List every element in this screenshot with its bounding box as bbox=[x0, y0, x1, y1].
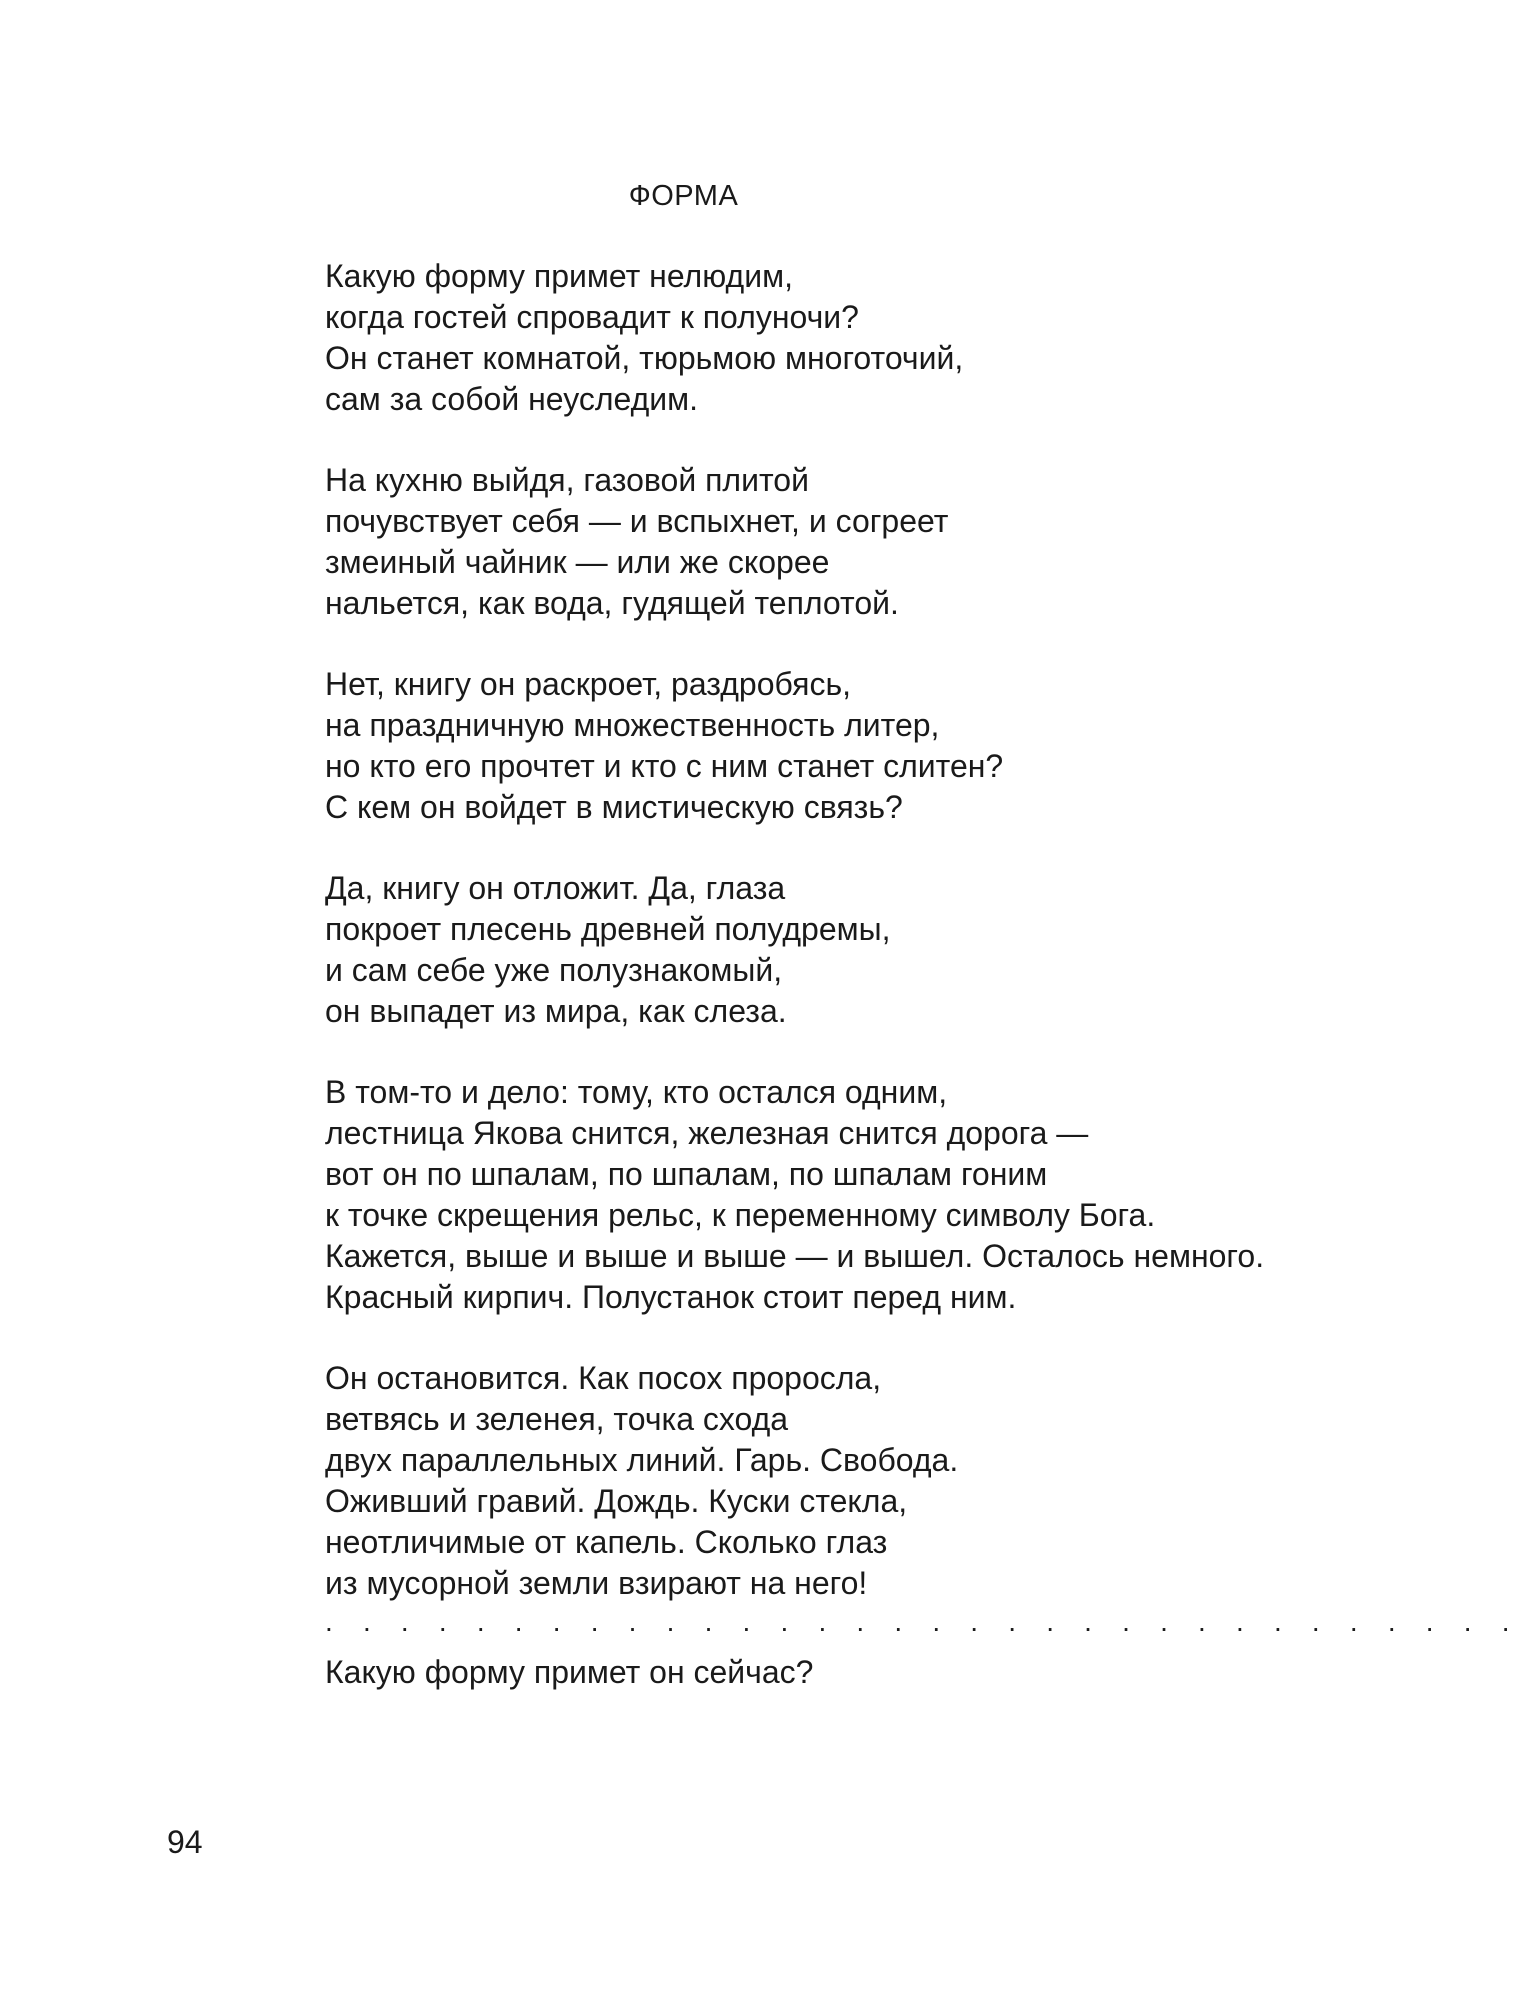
poem-line: лестница Якова снится, железная снится дорога — bbox=[325, 1115, 1089, 1151]
poem-line: неотличимые от капель. Сколько глаз bbox=[325, 1524, 888, 1560]
stanza-1 bbox=[325, 256, 1305, 420]
poem-line: Он станет комнатой, тюрьмою многоточий, bbox=[325, 340, 964, 376]
poem-line: На кухню выйдя, газовой плитой bbox=[325, 462, 809, 498]
poem-title: ФОРМА bbox=[628, 180, 739, 212]
poem-line: вот он по шпалам, по шпалам, по шпалам гоним bbox=[325, 1156, 1048, 1192]
stanza-5 bbox=[325, 1072, 1305, 1318]
poem-line: и сам себе уже полузнакомый, bbox=[325, 952, 783, 988]
poem-line: на праздничную множественность литер, bbox=[325, 707, 940, 743]
poem-line: почувствует себя — и вспыхнет, и согреет bbox=[325, 503, 949, 539]
poem-line: из мусорной земли взирают на него! bbox=[325, 1565, 868, 1601]
poem-line: Да, книгу он отложит. Да, глаза bbox=[325, 870, 786, 906]
final-line: Какую форму примет он сейчас? bbox=[325, 1654, 814, 1690]
ellipsis-divider: . . . . . . . . . . . . . . . . . . . . . . . . . . . . . . . . bbox=[325, 1606, 1521, 1637]
poem-line: он выпадет из мира, как слеза. bbox=[325, 993, 787, 1029]
poem-line: В том-то и дело: тому, кто остался одним, bbox=[325, 1074, 948, 1110]
poem-line: С кем он войдет в мистическую связь? bbox=[325, 789, 903, 825]
poem-line: Оживший гравий. Дождь. Куски стекла, bbox=[325, 1483, 908, 1519]
page-number: 94 bbox=[167, 1824, 203, 1860]
stanza-4 bbox=[325, 868, 1305, 1032]
stanza-2 bbox=[325, 460, 1305, 624]
poem-body bbox=[325, 256, 1521, 1693]
poem-line: Красный кирпич. Полустанок стоит перед ним. bbox=[325, 1279, 1017, 1315]
poem-line: змеиный чайник — или же скорее bbox=[325, 544, 830, 580]
poem-line: сам за собой неуследим. bbox=[325, 381, 699, 417]
poem-line: когда гостей спровадит к полуночи? bbox=[325, 299, 859, 335]
poem-line: но кто его прочтет и кто с ним станет слитен? bbox=[325, 748, 1004, 784]
poem-line: ветвясь и зеленея, точка схода bbox=[325, 1401, 789, 1437]
poem-line: Нет, книгу он раскроет, раздробясь, bbox=[325, 666, 851, 702]
poem-line: к точке скрещения рельс, к переменному символу Бога. bbox=[325, 1197, 1156, 1233]
poem-line: нальется, как вода, гудящей теплотой. bbox=[325, 585, 899, 621]
poem-line: Кажется, выше и выше и выше — и вышел. Осталось немного. bbox=[325, 1238, 1265, 1274]
poem-line: Какую форму примет нелюдим, bbox=[325, 258, 793, 294]
poem-line: двух параллельных линий. Гарь. Свобода. bbox=[325, 1442, 959, 1478]
stanza-3 bbox=[325, 664, 1305, 828]
stanza-6 bbox=[325, 1358, 1305, 1604]
poem-line: покроет плесень древней полудремы, bbox=[325, 911, 891, 947]
poem-line: Он остановится. Как посох проросла, bbox=[325, 1360, 882, 1396]
